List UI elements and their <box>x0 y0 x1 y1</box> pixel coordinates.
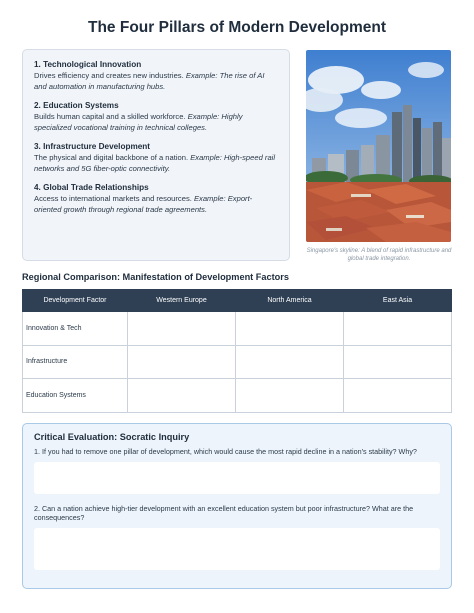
table-cell[interactable] <box>128 312 236 346</box>
pillar-description: Builds human capital and a skilled workforce. <box>34 112 188 121</box>
table-cell[interactable] <box>236 345 344 379</box>
evaluation-heading: Critical Evaluation: Socratic Inquiry <box>34 432 190 442</box>
pillar-example: Example: Highly specialized vocational training in technical colleges. <box>34 112 243 132</box>
row-label: Innovation & Tech <box>23 312 128 346</box>
evaluation-panel <box>22 423 452 589</box>
table-cell[interactable] <box>236 312 344 346</box>
pillar-example: Example: The rise of AI and automation in manufacturing hubs. <box>34 71 265 91</box>
pillar-heading: 2. Education Systems <box>34 101 119 110</box>
column-header: East Asia <box>344 290 452 312</box>
pillar-heading: 4. Global Trade Relationships <box>34 183 149 192</box>
table-row <box>23 345 452 379</box>
pillar-technological-innovation <box>34 59 278 92</box>
pillars-panel <box>22 49 290 261</box>
pillar-text <box>34 152 278 174</box>
pillar-description: Access to international markets and resources. <box>34 194 194 203</box>
table-row <box>23 312 452 346</box>
table-cell[interactable] <box>344 312 452 346</box>
pillar-text <box>34 193 278 215</box>
table-cell[interactable] <box>344 345 452 379</box>
pillar-infrastructure-development <box>34 141 278 174</box>
comparison-heading: Regional Comparison: Manifestation of Development Factors <box>22 272 289 282</box>
skyline-photo <box>306 50 451 242</box>
question-1: 1. If you had to remove one pillar of development, which would cause the most rapid decline in a nation's stability? Why? <box>34 447 417 456</box>
pillar-global-trade <box>34 182 278 215</box>
skyline-illustration <box>306 50 451 242</box>
table-cell[interactable] <box>236 379 344 413</box>
pillar-text <box>34 70 278 92</box>
table-row <box>23 379 452 413</box>
table-cell[interactable] <box>344 379 452 413</box>
question-2: 2. Can a nation achieve high-tier development with an excellent education system but poor infrastructure? What are the consequences? <box>34 503 414 522</box>
pillar-example: Example: High-speed rail networks and 5G fiber-optic connectivity. <box>34 153 276 173</box>
comparison-table <box>22 289 452 413</box>
answer-field-1[interactable] <box>34 462 440 494</box>
photo-caption: Singapore's skyline: A blend of rapid infrastructure and global trade integration. <box>306 248 452 262</box>
table-header-row <box>23 290 452 312</box>
pillar-education-systems <box>34 100 278 133</box>
column-header: Development Factor <box>23 290 128 312</box>
table-cell[interactable] <box>128 379 236 413</box>
row-label: Infrastructure <box>23 345 128 379</box>
pillar-description: Drives efficiency and creates new industries. <box>34 71 186 80</box>
column-header: North America <box>236 290 344 312</box>
pillar-description: The physical and digital backbone of a nation. <box>34 153 191 162</box>
pillar-example: Example: Export-oriented growth through regional trade agreements. <box>34 194 253 214</box>
answer-field-2[interactable] <box>34 528 440 570</box>
column-header: Western Europe <box>128 290 236 312</box>
table-cell[interactable] <box>128 345 236 379</box>
row-label: Education Systems <box>23 379 128 413</box>
pillar-text <box>34 111 278 133</box>
pillar-heading: 3. Infrastructure Development <box>34 142 151 151</box>
pillar-heading: 1. Technological Innovation <box>34 60 142 69</box>
page-title: The Four Pillars of Modern Development <box>88 19 386 36</box>
